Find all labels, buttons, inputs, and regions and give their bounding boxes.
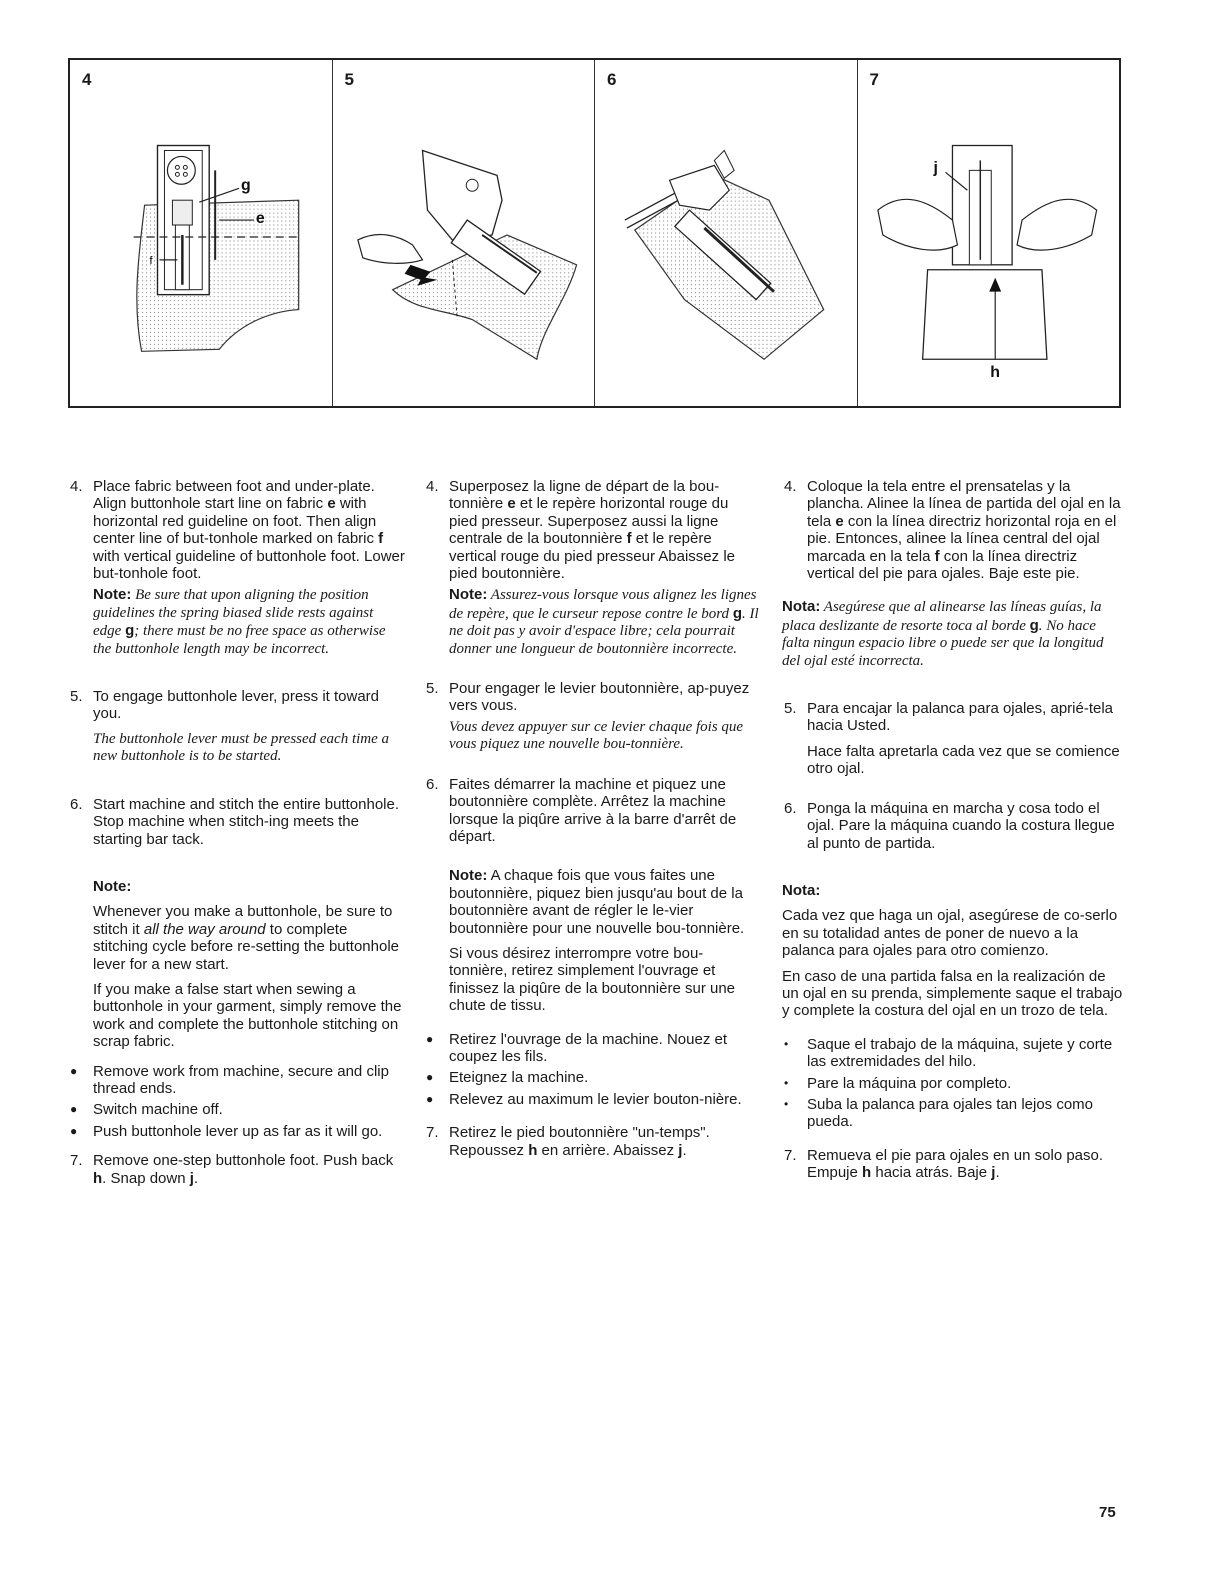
figure-panel-5 bbox=[333, 60, 596, 406]
figure-panel-6 bbox=[595, 60, 858, 406]
step-7: 7. Remove one-step buttonhole foot. Push back h. Snap down j. bbox=[70, 1152, 394, 1187]
label-j: j bbox=[933, 159, 938, 177]
label-e: e bbox=[255, 210, 265, 228]
step-5: 5. Pour engager le levier boutonnière, ap-puyez vers vous. Vous devez appuyer sur ce levier chaque fois que vous piquez une nouvelle bou-tonnière. bbox=[424, 680, 759, 754]
note-4: Nota: Asegúrese que al alinearse las líneas guías, la placa deslizante de resorte toca al borde g. No hace falta ningun espacio libre o puede ser que la longitud del ojal esté incorrecta. bbox=[782, 598, 1104, 669]
french-column bbox=[424, 478, 759, 1159]
note-4: Note: Be sure that upon aligning the position guidelines the spring biased slide rests against edge g; there must be no free space as otherwise the buttonhole length may be incorrect. bbox=[93, 586, 386, 657]
stitch-buttonhole-illustration bbox=[595, 60, 857, 406]
bullet-item: ● Eteignez la machine. bbox=[426, 1069, 589, 1087]
note-heading: Note: bbox=[93, 877, 132, 895]
step-4: 4. Place fabric between foot and under-plate. Align buttonhole start line on fabric e with horizontal red guideline on foot. Then align center line of but-tonhole marked on fabric f with vertical guideline of buttonhole foot. Lower but-tonhole foot. Note: Be sure that upon aligning the position guidelines the spring biased slide rests against edge g; there must be no free space as otherwise the buttonhole length may be incorrect. bbox=[70, 478, 405, 657]
note-section: Note: A chaque fois que vous faites une boutonnière, piquez bien jusqu'au bout de la boutonnière avant de régler le le-vier boutonnière pour une nouvelle bou-tonnière. Si vous désirez interrompre votre bou-tonnière, retirez simplement l'ouvrage et finissez la piqûre de la boutonnière sur une chute de tissu. bbox=[449, 867, 745, 1015]
note-section: Note: Whenever you make a buttonhole, be sure to stitch it all the way around to complete stitching cycle before re-setting the buttonhole lever for a new start. If you make a false start when sewing a buttonhole in your garment, simply remove the work and complete the buttonhole stitching on scrap fabric. bbox=[68, 878, 405, 1051]
figure-panel-7 bbox=[858, 60, 1120, 406]
step-6: 6. Ponga la máquina en marcha y cosa todo el ojal. Pare la máquina cuando la costura llegue al punto de partida. bbox=[784, 799, 1115, 852]
step-7: 7. Retirez le pied boutonnière "un-temps". Repoussez h en arrière. Abaissez j. bbox=[426, 1124, 710, 1159]
figure-strip bbox=[68, 58, 1121, 408]
figure-number: 5 bbox=[344, 70, 354, 89]
note-4: Note: Assurez-vous lorsque vous alignez les lignes de repère, que le curseur repose contre le bord g. Il ne doit pas y avoir d'espace libre; cela pourrait donner une longueur de boutonnière incorrecte. bbox=[449, 586, 759, 657]
bullet-item: ● Relevez au maximum le levier bouton-nière. bbox=[426, 1090, 742, 1108]
figure-number: 7 bbox=[869, 70, 879, 89]
bullet-item: • Suba la palanca para ojales tan lejos como pueda. bbox=[784, 1095, 1094, 1131]
bullet-item: ● Remove work from machine, secure and clip thread ends. bbox=[70, 1062, 389, 1097]
figure-number: 4 bbox=[82, 70, 92, 89]
remove-foot-illustration bbox=[858, 60, 1120, 406]
step-5: 5. Para encajar la palanca para ojales, aprié-tela hacia Usted. Hace falta apretarla cada vez que se comience otro ojal. bbox=[782, 700, 1124, 778]
step-6: 6. Start machine and stitch the entire buttonhole. Stop machine when stitch-ing meets the starting bar tack. bbox=[70, 795, 400, 848]
english-column bbox=[68, 478, 405, 1187]
label-h: h bbox=[989, 364, 1000, 382]
step-6: 6. Faites démarrer la machine et piquez une boutonnière complète. Arrêtez la machine lorsque la piqûre arrive à la barre d'arrêt de départ. bbox=[426, 775, 737, 845]
step-4: 4. Coloque la tela entre el prensatelas y la plancha. Alinee la línea de partida del ojal en la tela e con la línea directriz horizontal roja en el pie. Entonces, alinee la línea central del ojal marcada en la tela f con la línea directriz vertical del pie para ojales. Baje este pie. bbox=[784, 478, 1121, 583]
bullet-item: ● Push buttonhole lever up as far as it will go. bbox=[70, 1122, 383, 1140]
figure-number: 6 bbox=[607, 70, 617, 89]
bullet-item: • Pare la máquina por completo. bbox=[784, 1074, 1012, 1092]
step-7: 7. Remueva el pie para ojales en un solo paso. Empuje h hacia atrás. Baje j. bbox=[784, 1146, 1104, 1182]
step-5: 5. To engage buttonhole lever, press it toward you. The buttonhole lever must be pressed each time a new buttonhole is to be started. bbox=[68, 688, 405, 766]
engage-lever-illustration bbox=[333, 60, 595, 406]
step-5-note: The buttonhole lever must be pressed each time a new buttonhole is to be started. bbox=[93, 730, 390, 765]
label-g: g bbox=[241, 177, 251, 195]
bullet-item: ● Switch machine off. bbox=[70, 1101, 223, 1119]
buttonhole-foot-alignment-illustration bbox=[70, 60, 332, 406]
spanish-column bbox=[782, 478, 1124, 1182]
page-number: 75 bbox=[1099, 1504, 1116, 1521]
step-4: 4. Superposez la ligne de départ de la bou-tonnière e et le repère horizontal rouge du pied presseur. Superposez aussi la ligne centrale de la boutonnière f et le repère vertical rouge du pied presseur Abaissez le pied boutonnière. Note: Assurez-vous lorsque vous alignez les lignes de repère, que le curseur repose contre le bord g. Il ne doit pas y avoir d'espace libre; cela pourrait donner une longueur de boutonnière incorrecte. bbox=[426, 478, 759, 657]
bullet-item: ● Retirez l'ouvrage de la machine. Nouez et coupez les fils. bbox=[426, 1030, 728, 1065]
bullet-item: • Saque el trabajo de la máquina, sujete y corte las extremidades del hilo. bbox=[784, 1035, 1113, 1071]
step-5-note: Vous devez appuyer sur ce levier chaque fois que vous piquez une nouvelle bou-tonnière. bbox=[449, 718, 744, 753]
label-f: f bbox=[149, 254, 153, 267]
note-section: Nota: Cada vez que haga un ojal, asegúrese de co-serlo en su totalidad antes de poner de nuevo a la palanca para ojales para otro comienzo. En caso de una partida falsa en la realización de un ojal en su prenda, simplemente saque el trabajo y complete la costura del ojal en un trozo de tela. bbox=[782, 881, 1123, 1020]
figure-panel-4 bbox=[70, 60, 333, 406]
note-heading: Nota: bbox=[782, 881, 821, 899]
step-5-note: Hace falta apretarla cada vez que se comience otro ojal. bbox=[807, 742, 1120, 778]
